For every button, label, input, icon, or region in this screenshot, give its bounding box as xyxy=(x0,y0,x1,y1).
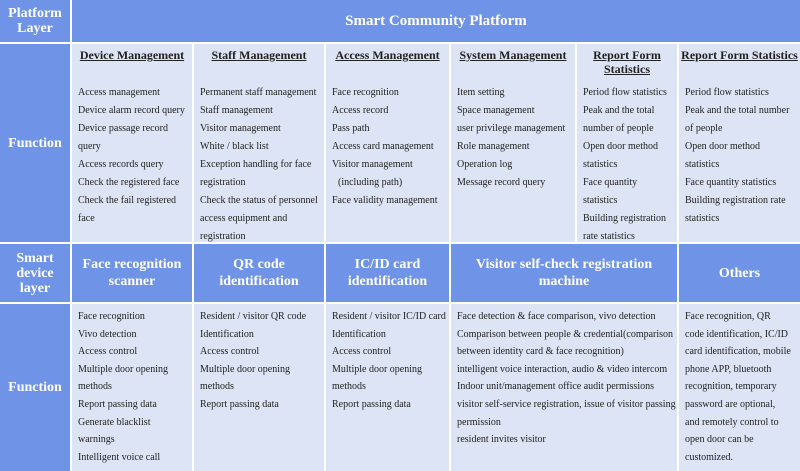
list-item: Building registration rate xyxy=(685,195,786,206)
list-item: statistics xyxy=(583,195,618,206)
device-title: IC/ID card identification xyxy=(347,257,428,289)
list-item: Report passing data xyxy=(332,398,411,410)
module-title: Report Form Statistics xyxy=(681,48,798,62)
list-item: visitor self-service registration, issue of visitor passing xyxy=(457,398,676,410)
device-title: Visitor self-check registration machine xyxy=(475,257,653,289)
list-item: Indoor unit/management office audit permissions xyxy=(457,381,654,393)
list-item: code identification, IC/ID xyxy=(685,328,789,340)
list-item: Face quantity xyxy=(583,177,638,188)
list-item: Multiple door opening xyxy=(332,363,422,375)
list-item: statistics xyxy=(583,159,618,170)
list-item: Multiple door opening xyxy=(200,363,290,375)
list-item: Device passage record xyxy=(78,123,168,134)
module-system-management xyxy=(451,44,575,242)
list-item: phone APP, bluetooth xyxy=(685,363,772,375)
list-item: Face detection & face comparison, vivo detection xyxy=(457,311,656,322)
list-item: Open door method xyxy=(685,141,760,152)
function-label-platform: Function xyxy=(0,44,70,242)
list-item: query xyxy=(78,141,101,152)
device-title: Others xyxy=(718,265,761,281)
list-item: Building registration xyxy=(583,213,667,224)
list-item: Access control xyxy=(200,346,260,358)
list-item: statistics xyxy=(685,159,720,170)
list-item: Report passing data xyxy=(78,398,157,410)
module-title: Device Management xyxy=(79,48,185,62)
device-others xyxy=(679,244,800,302)
module-report-form-statistics xyxy=(577,44,677,242)
device-visitor-self-check-machine xyxy=(451,244,677,302)
list-item: Access control xyxy=(78,346,138,358)
list-item: Exception handling for face xyxy=(200,159,312,170)
list-item: access equipment and xyxy=(200,213,288,224)
module-report-form-statistics-2 xyxy=(679,44,800,242)
list-item: Resident / visitor IC/ID card xyxy=(332,311,446,322)
list-item: Report passing data xyxy=(200,398,279,410)
list-item: warnings xyxy=(78,434,115,446)
list-item: Permanent staff management xyxy=(200,87,317,98)
device-title: QR code identification xyxy=(219,257,299,289)
device-functions-ic-id-card xyxy=(326,304,449,471)
list-item: Generate blacklist xyxy=(78,416,151,428)
list-item: Identification xyxy=(332,328,386,340)
module-access-management xyxy=(326,44,449,242)
module-title: Staff Management xyxy=(211,48,307,62)
module-title: Access Management xyxy=(335,48,440,62)
list-item: Device alarm record query xyxy=(78,105,185,116)
list-item: Check the fail registered xyxy=(78,195,177,206)
list-item: (including path) xyxy=(338,177,403,188)
list-item: number of people xyxy=(583,123,654,134)
list-item: Face validity management xyxy=(332,195,438,206)
list-item: Pass path xyxy=(332,123,370,134)
list-item: Staff management xyxy=(200,105,273,116)
list-item: registration xyxy=(200,177,246,188)
device-functions-others xyxy=(679,304,800,471)
list-item: Resident / visitor QR code xyxy=(200,311,307,322)
list-item: user privilege management xyxy=(457,123,566,134)
list-item: Peak and the total xyxy=(583,105,655,116)
list-item: Access management xyxy=(78,87,160,98)
list-item: Visitor management xyxy=(332,159,413,170)
list-item: and remotely control to xyxy=(685,416,779,428)
module-title: System Management xyxy=(459,48,567,62)
list-item: Comparison between people & credential(comparison xyxy=(457,328,674,340)
device-title: Face recognition scanner xyxy=(82,257,182,289)
device-ic-id-card-identification xyxy=(326,244,449,302)
list-item: Role management xyxy=(457,141,530,152)
list-item: Period flow statistics xyxy=(685,87,769,98)
list-item: Peak and the total number xyxy=(685,105,790,116)
list-item: Identification xyxy=(200,328,254,340)
list-item: permission xyxy=(457,416,501,428)
list-item: Period flow statistics xyxy=(583,87,667,98)
platform-title: Smart Community Platform xyxy=(345,12,527,29)
list-item: Access card management xyxy=(332,141,434,152)
list-item: of people xyxy=(685,123,723,134)
list-item: Access control xyxy=(332,346,392,358)
list-item: Face recognition, QR xyxy=(685,311,771,322)
list-item: Vivo detection xyxy=(78,328,137,340)
list-item: face xyxy=(78,213,95,224)
device-functions-face-recognition xyxy=(72,304,192,471)
list-item: Access records query xyxy=(78,159,164,170)
module-staff-management xyxy=(194,44,324,242)
list-item: statistics xyxy=(685,213,720,224)
list-item: resident invites visitor xyxy=(457,434,546,446)
list-item: Space management xyxy=(457,105,535,116)
list-item: between identity card & face recognition) xyxy=(457,346,624,358)
device-functions-qr-code xyxy=(194,304,324,471)
list-item: rate statistics xyxy=(583,231,635,242)
list-item: customized. xyxy=(685,451,734,463)
list-item: Intelligent voice call xyxy=(78,451,161,463)
list-item: card identification, mobile xyxy=(685,346,791,358)
list-item: Multiple door opening xyxy=(78,363,168,375)
list-item: Face quantity statistics xyxy=(685,177,777,188)
list-item: open door can be xyxy=(685,434,754,446)
list-item: registration xyxy=(200,231,246,242)
list-item: Message record query xyxy=(457,177,546,188)
list-item: methods xyxy=(78,381,112,393)
module-title: Report Form Statistics xyxy=(593,48,661,76)
list-item: Access record xyxy=(332,105,389,116)
list-item: intelligent voice interaction, audio & video intercom xyxy=(457,363,668,375)
module-device-management xyxy=(72,44,192,242)
list-item: Item setting xyxy=(457,87,505,98)
function-label-device: Function xyxy=(0,304,70,471)
list-item: methods xyxy=(332,381,366,393)
list-item: Visitor management xyxy=(200,123,281,134)
device-functions-visitor-machine xyxy=(451,304,677,471)
list-item: Face recognition xyxy=(78,311,145,322)
list-item: recognition, temporary xyxy=(685,381,777,393)
list-item: methods xyxy=(200,381,234,393)
list-item: Check the registered face xyxy=(78,177,180,188)
list-item: Operation log xyxy=(457,159,513,170)
device-face-recognition-scanner xyxy=(72,244,192,302)
platform-layer-label: Platform Layer xyxy=(0,0,70,42)
smart-device-layer-label: Smart device layer xyxy=(0,244,70,302)
list-item: Check the status of personnel xyxy=(200,195,318,206)
list-item: Open door method xyxy=(583,141,658,152)
platform-title-bar xyxy=(72,0,800,42)
list-item: password are optional, xyxy=(685,398,776,410)
list-item: White / black list xyxy=(200,141,269,152)
device-qr-code-identification xyxy=(194,244,324,302)
list-item: Face recognition xyxy=(332,87,399,98)
